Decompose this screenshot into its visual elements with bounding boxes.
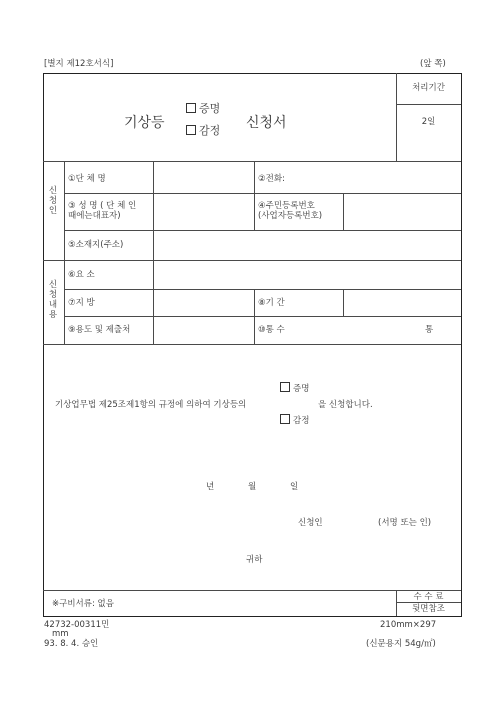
group-name-label: ①단 체 명 [68,174,106,184]
approval-date: 93. 8. 4. 승인 [44,639,99,649]
page-side-label: (앞 쪽) [420,59,446,69]
statement-text-end: 을 신청합니다. [318,400,373,410]
rrn-label-line2: (사업자등록번호) [258,211,323,221]
paper-type: (신문용지 54g/㎡) [366,639,436,649]
checkbox-icon [280,414,290,424]
fee-value: 뒷면참조 [412,604,445,614]
form-number: [별지 제12호서식] [44,59,114,69]
name-label-line1: ③ 성 명 ( 단 체 인 [68,201,137,211]
element-label: ⑥요 소 [68,270,95,280]
name-label-line2: 때에는대표자) [68,211,121,221]
statement-option-2: 감정 [280,414,309,426]
purpose-label: ⑨용도 및 제출처 [68,325,131,335]
title-option-2: 감정 [186,124,220,137]
paper-size: 210mm×297 [380,620,437,630]
form-code: 42732-00311민 [44,620,110,630]
region-label: ⑦지 방 [68,298,95,308]
copies-label: ⑩통 수 [258,325,285,335]
processing-period-value: 2일 [421,117,436,127]
checkbox-icon [186,103,196,113]
copies-unit: 통 [425,325,434,335]
title-prefix: 기상등 [124,115,165,131]
checkbox-icon [280,382,290,392]
required-documents: ※구비서류: 없음 [52,599,114,609]
applicant-signature-label: 신청인 [298,518,323,528]
form-left-border [43,73,44,617]
rrn-label-line1: ④주민등록번호 [258,201,315,211]
form-right-border [461,73,462,617]
statement-text-start: 기상업무법 제25조제1항의 규정에 의하여 기상등의 [55,400,247,410]
form-bottom-border [43,616,461,617]
applicant-section-label: 신청인 [48,186,58,216]
checkbox-icon [186,125,196,135]
form-top-border [43,73,461,74]
request-section-label: 신청내용 [48,280,58,320]
title-suffix: 신청서 [246,115,287,131]
title-option-1: 증명 [186,102,220,115]
address-label: ⑤소재지(주소) [68,240,124,250]
date-month-label: 월 [248,482,257,492]
statement-option-1: 증명 [280,382,309,394]
date-day-label: 일 [290,482,299,492]
period-label: ⑧기 간 [258,298,285,308]
processing-period-label: 처리기간 [412,83,445,93]
addressee: 귀하 [246,555,263,565]
form-code-unit: mm [52,629,69,639]
fee-label: 수 수 료 [413,592,444,602]
date-year-label: 년 [206,482,215,492]
phone-label: ②전화: [258,174,285,184]
signature-note: (서명 또는 인) [378,518,432,528]
